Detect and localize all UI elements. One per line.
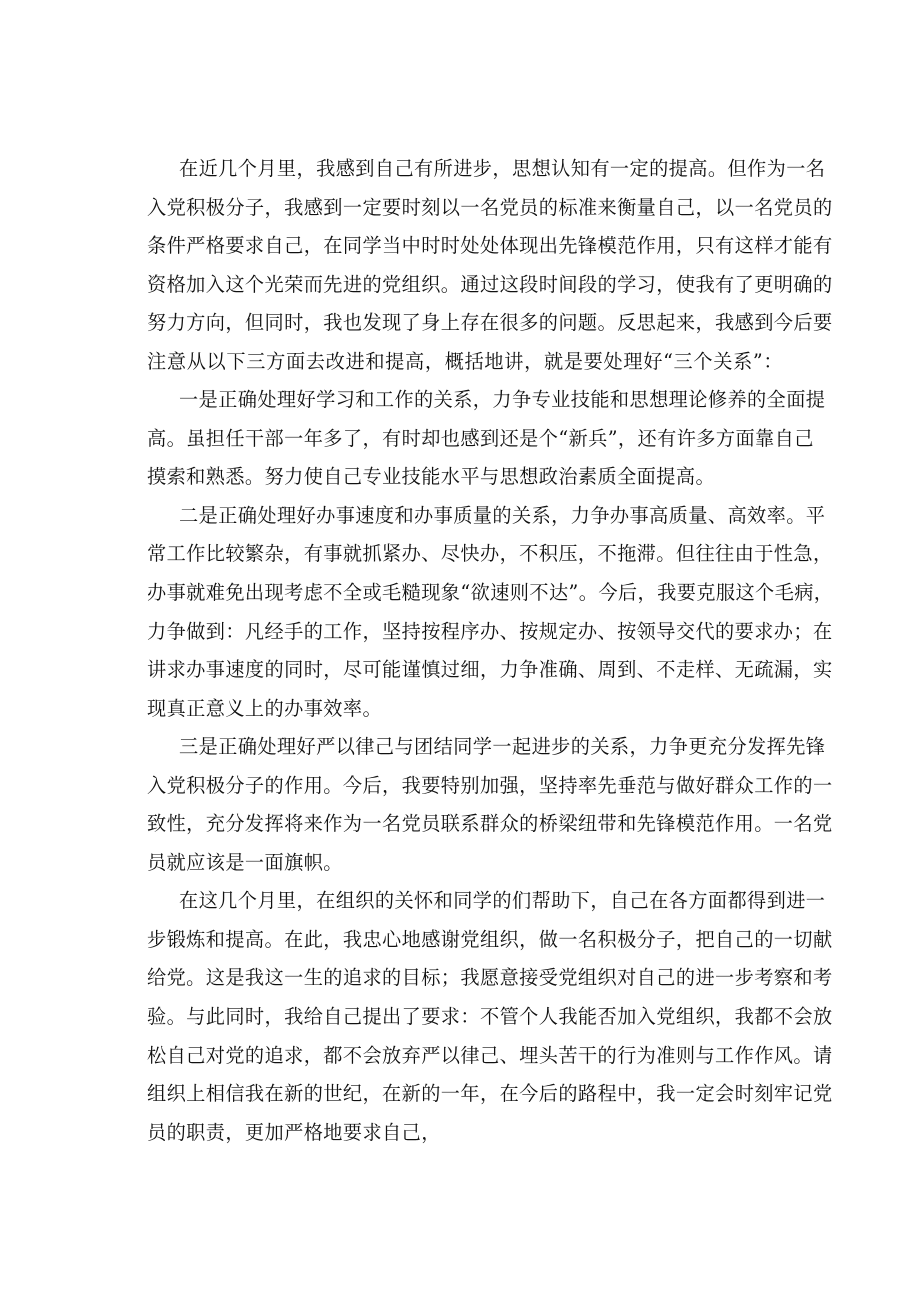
paragraph-1-line-6: 注意从以下三方面去改进和提高，概括地讲，就是要处理好“三个关系”： (147, 349, 783, 373)
paragraph-3-line-6: 现真正意义上的办事效率。 (147, 696, 383, 720)
paragraph-4-line-1: 三是正确处理好严以律己与团结同学一起进步的关系，力争更充分发挥先锋 (179, 735, 826, 759)
paragraph-3-line-1: 二是正确处理好办事速度和办事质量的关系，力争办事高质量、高效率。平 (179, 503, 826, 527)
paragraph-5-line-6: 组织上相信我在新的世纪，在新的一年，在今后的路程中，我一定会时刻牢记党 (147, 1082, 833, 1106)
paragraph-4-line-4: 员就应该是一面旗帜。 (147, 850, 343, 874)
paragraph-4-line-3: 致性，充分发挥将来作为一名党员联系群众的桥梁纽带和先锋模范作用。一名党 (147, 812, 833, 836)
paragraph-5-line-1: 在这几个月里，在组织的关怀和同学的们帮助下，自己在各方面都得到进一 (179, 889, 826, 913)
paragraph-3-line-5: 讲求办事速度的同时，尽可能谨慎过细，力争准确、周到、不走样、无疏漏，实 (147, 658, 833, 682)
paragraph-1-line-2: 入党积极分子，我感到一定要时刻以一名党员的标准来衡量自己，以一名党员的 (147, 195, 833, 219)
paragraph-4-line-2: 入党积极分子的作用。今后，我要特别加强，坚持率先垂范与做好群众工作的一 (147, 773, 833, 797)
paragraph-5-line-7: 员的职责，更加严格地要求自己， (147, 1120, 441, 1144)
paragraph-5-line-3: 给党。这是我这一生的追求的目标；我愿意接受党组织对自己的进一步考察和考 (147, 966, 833, 990)
paragraph-1-line-1: 在近几个月里，我感到自己有所进步，思想认知有一定的提高。但作为一名 (179, 157, 826, 180)
paragraph-3-line-2: 常工作比较繁杂，有事就抓紧办、尽快办，不积压，不拖滞。但往往由于性急， (147, 542, 833, 566)
paragraph-1-line-4: 资格加入这个光荣而先进的党组织。通过这段时间段的学习，使我有了更明确的 (147, 272, 833, 296)
paragraph-2-line-1: 一是正确处理好学习和工作的关系，力争专业技能和思想理论修养的全面提 (179, 388, 826, 412)
paragraph-3-line-4: 力争做到：凡经手的工作，坚持按程序办、按规定办、按领导交代的要求办；在 (147, 619, 833, 643)
paragraph-1-line-5: 努力方向，但同时，我也发现了身上存在很多的问题。反思起来，我感到今后要 (147, 311, 833, 335)
paragraph-5-line-4: 验。与此同时，我给自己提出了要求：不管个人我能否加入党组织，我都不会放 (147, 1005, 833, 1029)
document-body (147, 150, 834, 1152)
paragraph-1-line-3: 条件严格要求自己，在同学当中时时处处体现出先锋模范作用，只有这样才能有 (147, 234, 833, 258)
paragraph-2-line-2: 高。虽担任干部一年多了，有时却也感到还是个“新兵”，还有许多方面靠自己 (147, 426, 814, 450)
paragraph-3-line-3: 办事就难免出现考虑不全或毛糙现象“欲速则不达”。今后，我要克服这个毛病， (147, 581, 834, 605)
paragraph-2-line-3: 摸索和熟悉。努力使自己专业技能水平与思想政治素质全面提高。 (147, 465, 716, 489)
paragraph-5-line-2: 步锻炼和提高。在此，我忠心地感谢党组织，做一名积极分子，把自己的一切献 (147, 927, 833, 951)
paragraph-5-line-5: 松自己对党的追求，都不会放弃严以律己、埋头苦干的行为准则与工作作风。请 (147, 1043, 833, 1067)
